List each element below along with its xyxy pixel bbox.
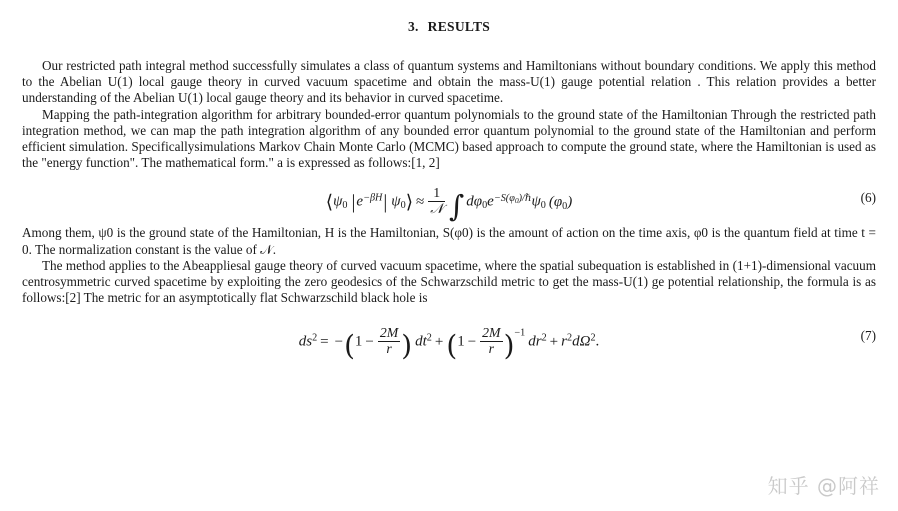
equation-6-number: (6)	[860, 190, 876, 206]
bra-open: ⟨	[325, 191, 334, 213]
paragraph-3-text: Among them, ψ0 is the ground state of the Hamiltonian, H is the Hamiltonian, S(φ0) is the amount of action on the time axis, φ0 is the quantum field at time t = 0. The normalization constant is the value of 𝒩.	[22, 225, 876, 257]
paragraph-1: Our restricted path integral method successfully simulates a class of quantum systems and Hamiltonians without boundary conditions. We apply this method to the Abelian U(1) local gauge theory in curved vacuum spacetime and obtain the mass-U(1) gauge potential relation . This relation provides a better understanding of the Abelian U(1) local gauge theory and its behavior in curved spacetime.	[22, 58, 876, 106]
equation-7-number: (7)	[860, 328, 876, 344]
section-heading	[0, 0, 898, 36]
mass-term-fraction-2: $\frac{2M}{r}$	[482, 325, 501, 356]
body-column	[22, 58, 876, 366]
section-number: 3.	[407, 19, 419, 34]
ket-bar: |	[383, 192, 388, 214]
equation-7-block	[22, 306, 876, 366]
bra-bar: |	[351, 192, 356, 214]
paragraph-4: The method applies to the Abeappliesal gauge theory of curved vacuum spacetime, where the spatial subequation is established in (1+1)-dimensional vacuum centrosymmetric curved spacetime by exploiting the zero geodesics of the Schwarzschild metric to get the mass-U(1) ge potential relationship, the formula is as follows:[2] The metric for an asymptotically flat Schwarzschild black hole is	[22, 257, 876, 306]
section-title: RESULTS	[427, 19, 491, 34]
ket-close: ⟩	[405, 191, 414, 213]
equation-7-body: $ds^2 = -(1$ − $\frac{2M}{r}$ ) $dt^2 + (1$ − $\frac{2M}{r}$ )$^{-1}dr^2 + r^2d\Omega^2$.	[298, 325, 600, 362]
normalization-fraction: $\frac{1}{\text{𝒩}}$	[430, 185, 443, 217]
zhihu-watermark: 知乎 @阿祥	[767, 474, 880, 498]
paragraph-2: Mapping the path-integration algorithm for arbitrary bounded-error quantum polynomials to the ground state of the Hamiltonian Through the restricted path integration method, we can map the path integration algorithm of any bounded error quantum polynomial to the ground state of the Hamiltonian and perform efficient simulation. Specificallysimulations Markov Chain Monte Carlo (MCMC) based approach to compute the ground state, where the Hamiltonian is used as the "energy function". The mathematical form." a is expressed as follows:[1, 2]	[22, 106, 876, 171]
equation-6-block	[22, 171, 876, 225]
integral-sign: ∫	[449, 188, 465, 223]
paragraph-3	[22, 225, 876, 257]
equation-6-body: $⟨\psi_0$ $|e^{-\beta H}|$ $\psi_0⟩$ ≈ $\frac{1}{\text{𝒩}}$ ∫ $d\varphi_0e^{-S(\varphi 0)/\hbar}\psi_0$ $(\varphi_0)$	[325, 185, 573, 223]
mass-term-fraction-1: $\frac{2M}{r}$	[379, 325, 399, 356]
